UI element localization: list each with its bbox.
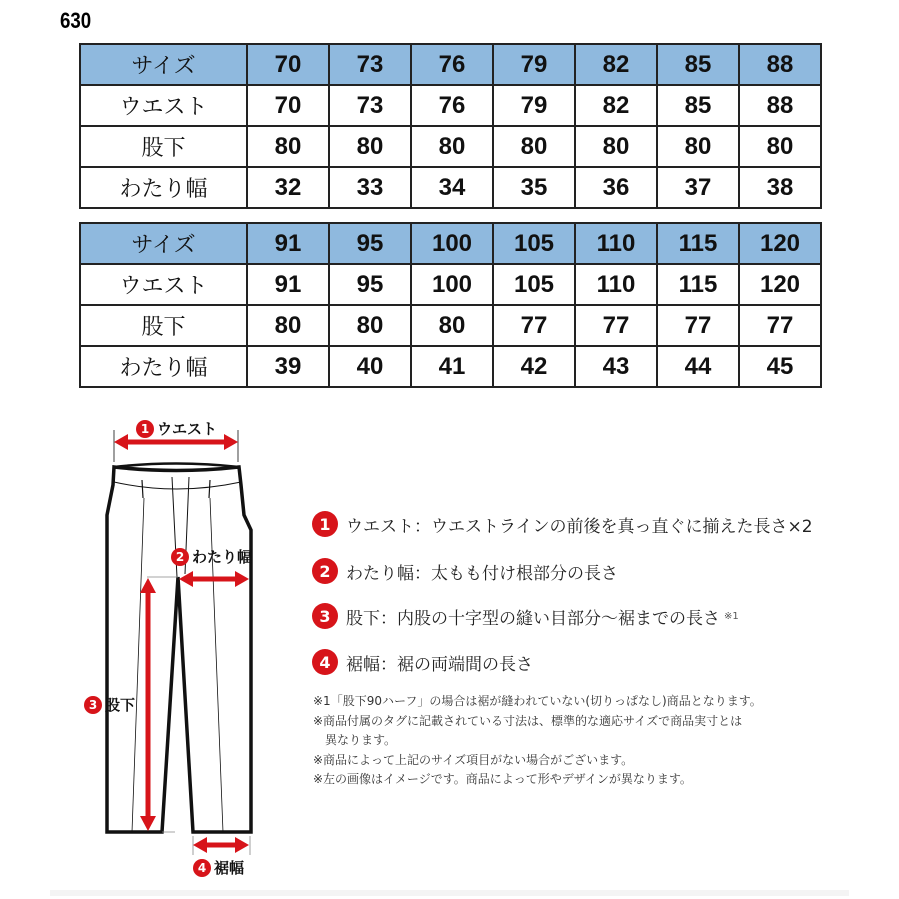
table-cell: 73 xyxy=(329,85,411,126)
table-cell: 33 xyxy=(329,167,411,208)
table-cell: 77 xyxy=(493,305,575,346)
note: 異なります。 xyxy=(325,733,397,747)
diagram-label-inseam xyxy=(84,694,135,715)
diagram-label-thigh xyxy=(171,546,252,567)
table-cell: 40 xyxy=(329,346,411,387)
legend-item-hem xyxy=(312,649,533,675)
legend-text: 股下：内股の十字型の縫い目部分〜裾までの長さ xyxy=(346,608,720,629)
table-cell: 110 xyxy=(575,264,657,305)
table-cell: 80 xyxy=(247,305,329,346)
table-cell: 80 xyxy=(329,126,411,167)
table-cell: 70 xyxy=(247,44,329,85)
number-badge: 1 xyxy=(312,511,338,537)
number-badge: 4 xyxy=(312,649,338,675)
table-cell: 32 xyxy=(247,167,329,208)
table-cell: 43 xyxy=(575,346,657,387)
number-badge: 1 xyxy=(136,420,154,438)
number-badge: 4 xyxy=(193,859,211,877)
note: ※商品付属のタグに記載されている寸法は、標準的な適応サイズで商品実寸とは xyxy=(313,713,743,728)
row-label: サイズ xyxy=(80,44,247,85)
number-badge: 2 xyxy=(171,548,189,566)
number-badge: 3 xyxy=(312,603,338,629)
table-cell: 70 xyxy=(247,85,329,126)
row-label: サイズ xyxy=(80,223,247,264)
table-cell: 42 xyxy=(493,346,575,387)
table-cell: 115 xyxy=(657,223,739,264)
label-text: ウエスト xyxy=(157,420,218,438)
note: ※1「股下90ハーフ」の場合は裾が縫われていない(切りっぱなし)商品となります。 xyxy=(313,694,762,708)
table-cell: 120 xyxy=(739,264,821,305)
table-cell: 36 xyxy=(575,167,657,208)
table-cell: 77 xyxy=(575,305,657,346)
table-cell: 88 xyxy=(739,44,821,85)
table-cell: 110 xyxy=(575,223,657,264)
table-cell: 91 xyxy=(247,264,329,305)
row-label: わたり幅 xyxy=(80,346,247,387)
table-cell: 88 xyxy=(739,85,821,126)
table-cell: 95 xyxy=(329,264,411,305)
table-cell: 120 xyxy=(739,223,821,264)
notes xyxy=(313,692,762,790)
table-cell: 80 xyxy=(329,305,411,346)
table-cell: 80 xyxy=(411,305,493,346)
table-cell: 80 xyxy=(575,126,657,167)
table-cell: 91 xyxy=(247,223,329,264)
table-cell: 82 xyxy=(575,85,657,126)
table-cell: 76 xyxy=(411,44,493,85)
row-label: 股下 xyxy=(80,305,247,346)
table-cell: 80 xyxy=(411,126,493,167)
number-badge: 3 xyxy=(84,696,102,714)
table-cell: 79 xyxy=(493,44,575,85)
table-cell: 35 xyxy=(493,167,575,208)
table-cell: 105 xyxy=(493,223,575,264)
footnote-ref: ※1 xyxy=(724,610,739,622)
diagram-label-waist xyxy=(136,418,217,439)
note: ※左の画像はイメージです。商品によって形やデザインが異なります。 xyxy=(313,772,692,786)
table-cell: 115 xyxy=(657,264,739,305)
table-cell: 41 xyxy=(411,346,493,387)
row-label: わたり幅 xyxy=(80,167,247,208)
row-label: ウエスト xyxy=(80,264,247,305)
table-cell: 44 xyxy=(657,346,739,387)
label-text: 裾幅 xyxy=(214,859,245,877)
product-code: 630 xyxy=(60,8,92,33)
table-cell: 39 xyxy=(247,346,329,387)
row-label: ウエスト xyxy=(80,85,247,126)
diagram-label-hem xyxy=(193,857,244,878)
row-label: 股下 xyxy=(80,126,247,167)
table-cell: 100 xyxy=(411,223,493,264)
table-cell: 80 xyxy=(739,126,821,167)
table-cell: 76 xyxy=(411,85,493,126)
table-cell: 82 xyxy=(575,44,657,85)
table-cell: 73 xyxy=(329,44,411,85)
legend-item-inseam xyxy=(312,603,739,629)
table-cell: 85 xyxy=(657,85,739,126)
legend-text: ウエスト：ウエストラインの前後を真っ直ぐに揃えた長さ×2 xyxy=(346,516,813,537)
label-text: 股下 xyxy=(105,696,136,714)
table-cell: 80 xyxy=(247,126,329,167)
table-cell: 45 xyxy=(739,346,821,387)
table-cell: 37 xyxy=(657,167,739,208)
label-text: わたり幅 xyxy=(192,548,253,566)
legend-item-thigh xyxy=(312,558,618,584)
legend-text: わたり幅：太もも付け根部分の長さ xyxy=(346,563,618,584)
table-cell: 95 xyxy=(329,223,411,264)
note: ※商品によって上記のサイズ項目がない場合がございます。 xyxy=(313,752,634,767)
table-cell: 79 xyxy=(493,85,575,126)
table-cell: 38 xyxy=(739,167,821,208)
table-cell: 105 xyxy=(493,264,575,305)
table-cell: 34 xyxy=(411,167,493,208)
table-cell: 80 xyxy=(493,126,575,167)
legend-item-waist xyxy=(312,511,813,537)
divider xyxy=(50,890,849,896)
table-cell: 85 xyxy=(657,44,739,85)
table-cell: 77 xyxy=(739,305,821,346)
legend-text: 裾幅：裾の両端間の長さ xyxy=(346,654,533,675)
number-badge: 2 xyxy=(312,558,338,584)
table-cell: 80 xyxy=(657,126,739,167)
table-cell: 77 xyxy=(657,305,739,346)
table-cell: 100 xyxy=(411,264,493,305)
